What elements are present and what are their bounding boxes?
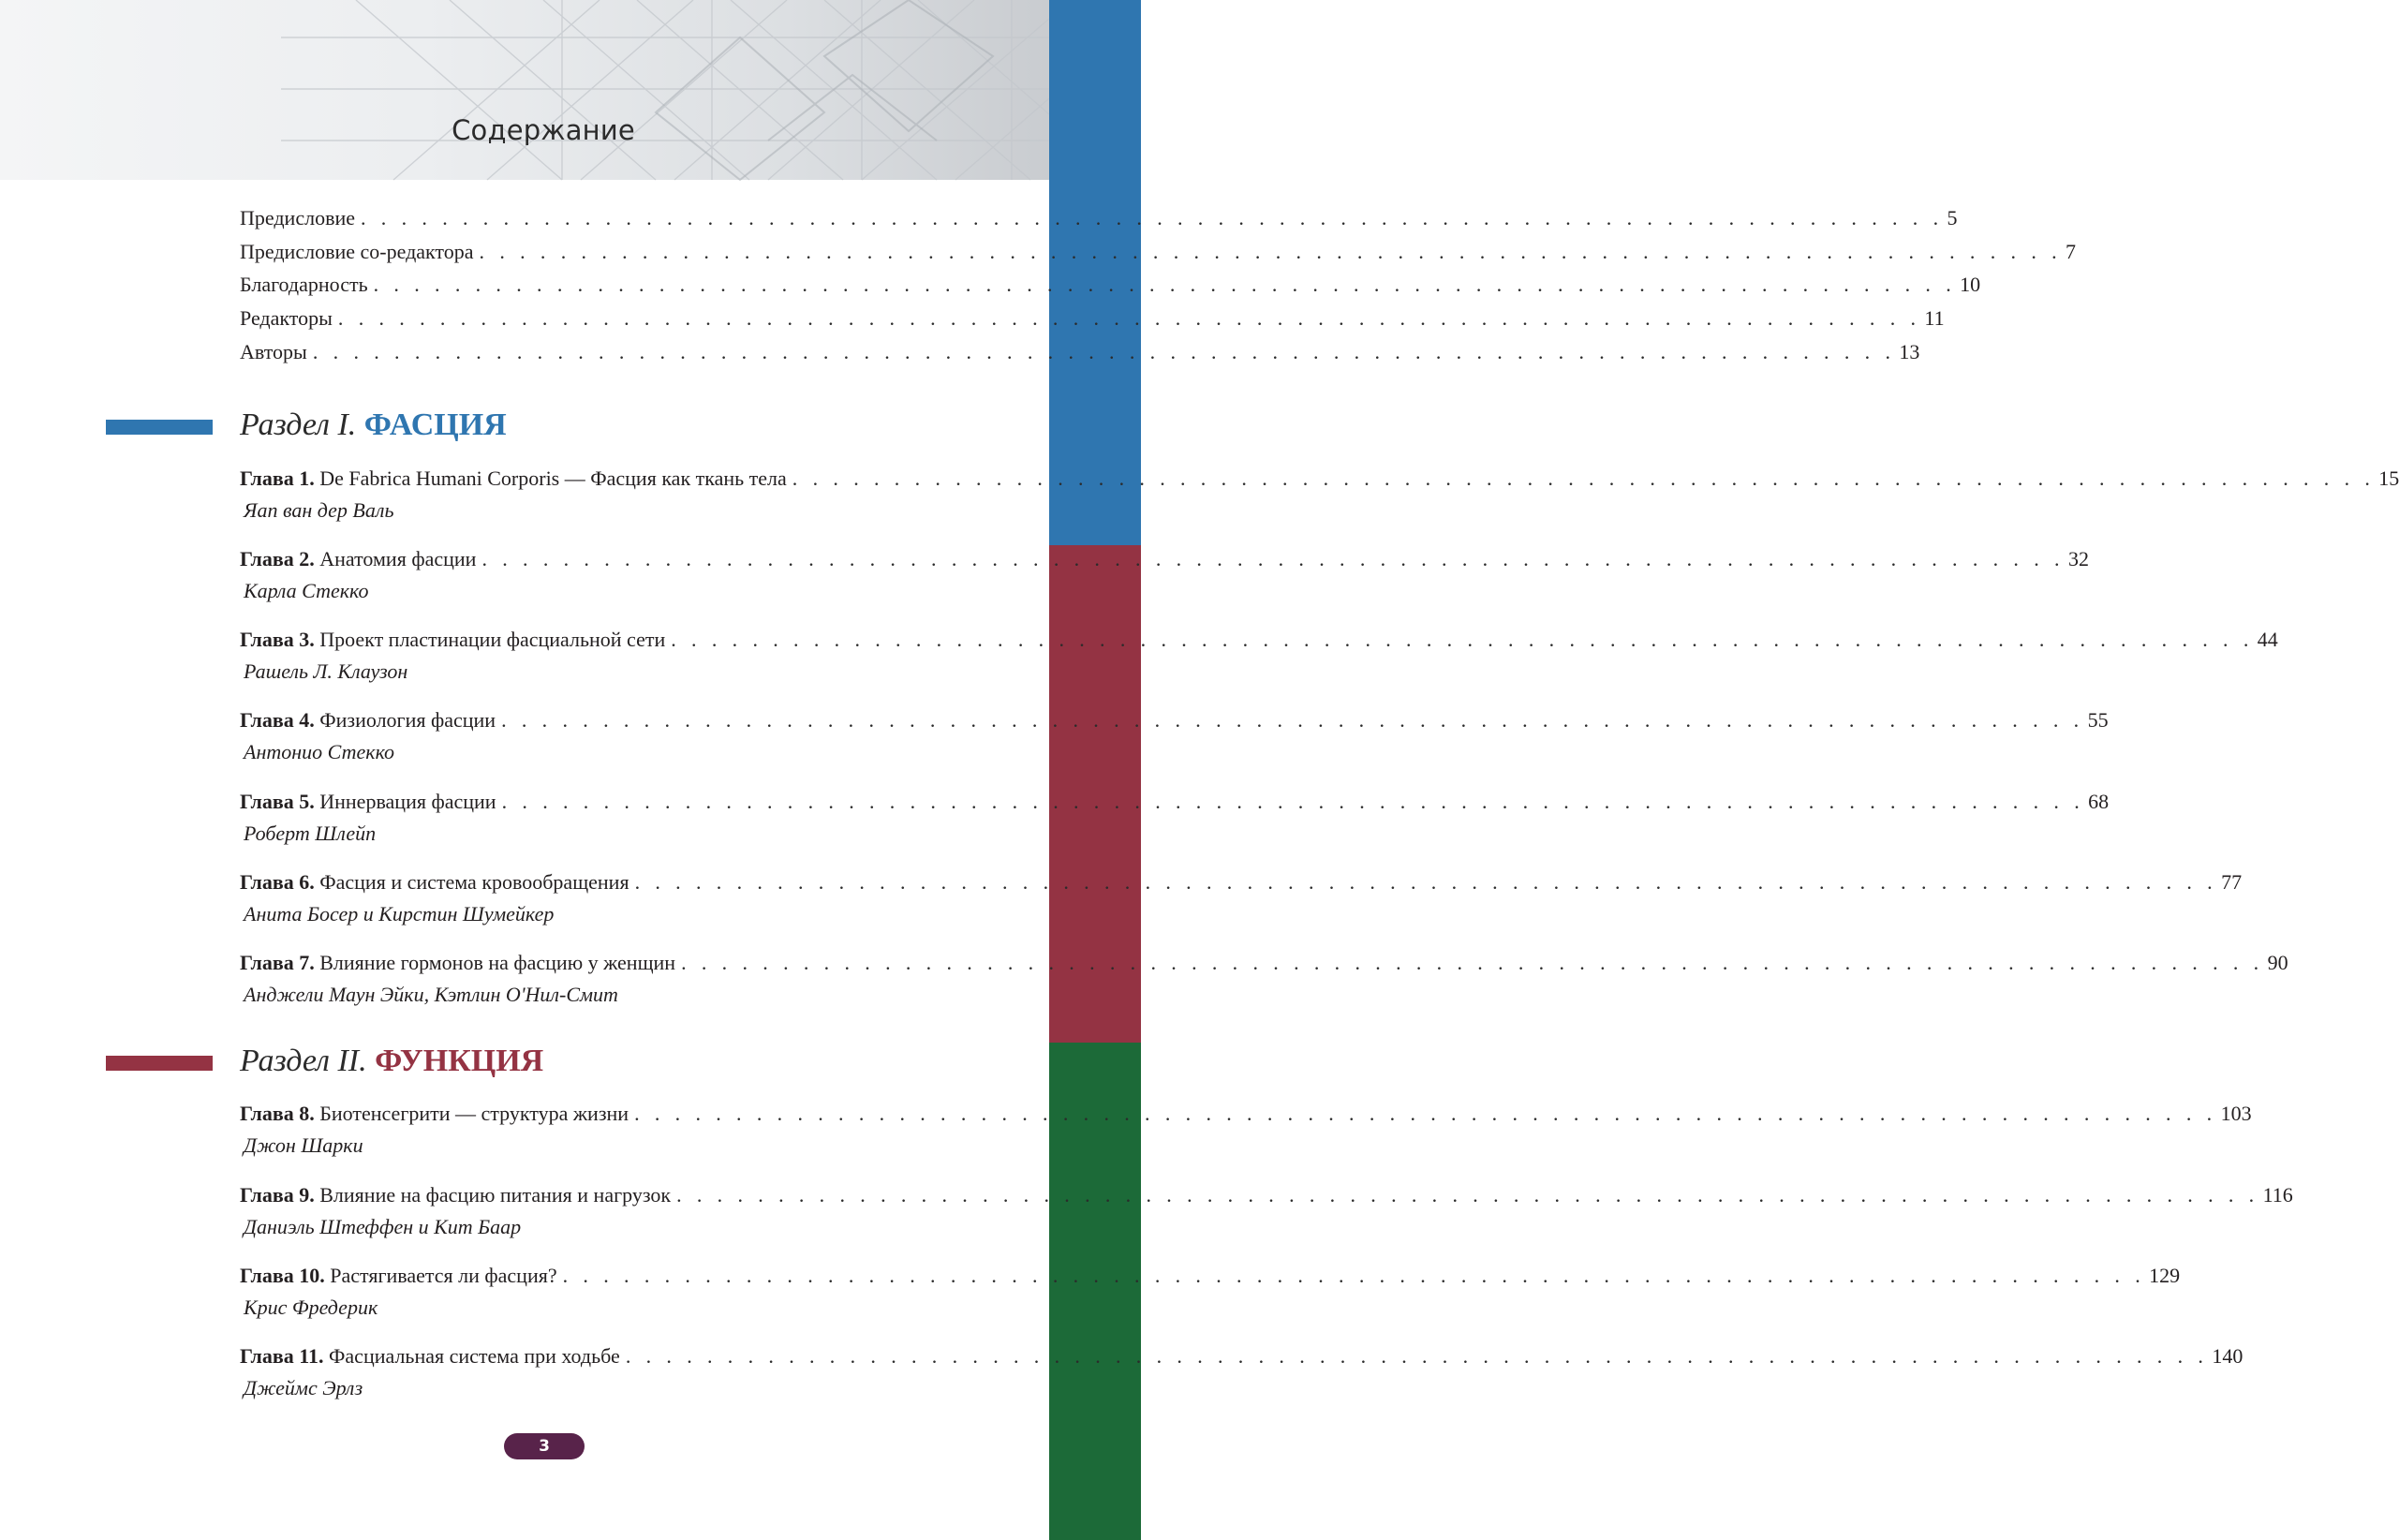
section-1-name: ФАСЦИЯ <box>363 407 507 442</box>
chapter-title: De Fabrica Humani Corporis — Фасция как ткань тела <box>319 466 787 490</box>
toc-entry <box>240 868 2243 896</box>
entry-title: Предисловие со-редактора <box>240 240 474 263</box>
entry-title <box>240 788 496 816</box>
dot-leader: . . . . . . . . . . . . . . . . . . . . . . . . . . . . . . . . . . . . . . . . . . . . . . . . . . . . . . . . . . . . . . . . . . . . . . . . . . . . . . <box>625 1344 2209 1368</box>
toc-entry <box>240 545 2089 573</box>
chapter-number: Глава 9. <box>240 1183 315 1207</box>
section-2-bar <box>106 1056 213 1071</box>
chapter-author: Роберт Шлейп <box>244 822 377 845</box>
chapter-author: Анджели Маун Эйки, Кэтлин О'Нил-Смит <box>244 983 618 1006</box>
entry-title <box>240 706 496 734</box>
dot-leader: . . . . . . . . . . . . . . . . . . . . . . . . . . . . . . . . . . . . . . . . . . . . . . . . . . . . . . . . . . . . . . . . . . . . . . . . . . . . . . <box>337 306 1921 330</box>
entry-title <box>240 1342 620 1370</box>
chapter-number: Глава 11. <box>240 1344 324 1368</box>
chapter-title: Фасция и система кровообращения <box>319 870 629 894</box>
dot-leader: . . . . . . . . . . . . . . . . . . . . . . . . . . . . . . . . . . . . . . . . . . . . . . . . . . . . . . . . . . . . . . . . . . . . . . . . . . . . . . <box>481 547 2065 570</box>
chapter-number: Глава 3. <box>240 628 315 651</box>
entry-page: 129 <box>2149 1264 2181 1287</box>
chapter-title: Проект пластинации фасциальной сети <box>319 628 666 651</box>
chapter-title: Физиология фасции <box>319 708 496 732</box>
dot-leader: . . . . . . . . . . . . . . . . . . . . . . . . . . . . . . . . . . . . . . . . . . . . . . . . . . . . . . . . . . . . . . . . . . . . . . . . . . . . . . <box>681 951 2264 974</box>
chapter-author: Антонио Стекко <box>244 740 395 763</box>
toc-entry <box>240 706 2109 734</box>
entry-page: 32 <box>2067 547 2089 570</box>
entry-page: 11 <box>1924 306 1945 330</box>
entry-page: 5 <box>1947 206 1958 230</box>
chapter-number: Глава 2. <box>240 547 315 570</box>
entry-title: Благодарность <box>240 273 368 296</box>
toc-entry <box>240 1100 2252 1128</box>
page-number-badge: 3 <box>504 1433 585 1459</box>
entry-title: Предисловие <box>240 206 355 230</box>
entry-page: 13 <box>1899 340 1920 363</box>
section-2-name: ФУНКЦИЯ <box>375 1044 544 1078</box>
chapter-number: Глава 5. <box>240 790 315 813</box>
entry-title <box>240 868 629 896</box>
entry-page: 15 <box>2378 466 2399 490</box>
toc-entry <box>240 1262 2181 1290</box>
chapter-author: Крис Фредерик <box>244 1296 378 1319</box>
chapter-number: Глава 6. <box>240 870 315 894</box>
geometric-pattern <box>0 0 1049 180</box>
chapter-number: Глава 7. <box>240 951 315 974</box>
section-1-prefix: Раздел I. <box>240 407 357 442</box>
chapter-author: Карла Стекко <box>244 579 369 602</box>
section-1-heading <box>240 407 507 444</box>
chapter-number: Глава 4. <box>240 708 315 732</box>
toc-entry <box>240 626 2278 654</box>
chapter-title: Анатомия фасции <box>319 547 477 570</box>
entry-page: 7 <box>2066 240 2077 263</box>
dot-leader: . . . . . . . . . . . . . . . . . . . . . . . . . . . . . . . . . . . . . . . . . . . . . . . . . . . . . . . . . . . . . . . . . . . . . . . . . . . . . . <box>671 628 2254 651</box>
chapter-title: Влияние на фасцию питания и нагрузок <box>319 1183 672 1207</box>
toc-entry <box>240 1342 2244 1370</box>
dot-leader: . . . . . . . . . . . . . . . . . . . . . . . . . . . . . . . . . . . . . . . . . . . . . . . . . . . . . . . . . . . . . . . . . . . . . . . . . . . . . . <box>501 790 2085 813</box>
toc-entry <box>240 238 2077 266</box>
toc-entry <box>240 949 2288 977</box>
entry-title <box>240 545 476 573</box>
page-title: Содержание <box>452 114 635 146</box>
chapter-author: Рашель Л. Клаузон <box>244 659 408 683</box>
chapter-number: Глава 8. <box>240 1102 315 1125</box>
chapter-title: Влияние гормонов на фасцию у женщин <box>319 951 676 974</box>
entry-page: 55 <box>2087 708 2109 732</box>
chapter-title: Растягивается ли фасция? <box>330 1264 557 1287</box>
entry-page: 103 <box>2220 1102 2252 1125</box>
chapter-title: Биотенсегрити — структура жизни <box>319 1102 629 1125</box>
chapter-author: Даниэль Штеффен и Кит Баар <box>244 1215 522 1238</box>
section-2-prefix: Раздел II. <box>240 1044 367 1078</box>
toc-entry <box>240 204 1958 232</box>
dot-leader: . . . . . . . . . . . . . . . . . . . . . . . . . . . . . . . . . . . . . . . . . . . . . . . . . . . . . . . . . . . . . . . . . . . . . . . . . . . . . . <box>501 708 2084 732</box>
entry-page: 116 <box>2262 1183 2293 1207</box>
toc-entry <box>240 1181 2293 1209</box>
entry-page: 10 <box>1960 273 1981 296</box>
chapter-author: Джеймс Эрлз <box>244 1376 363 1399</box>
entry-page: 44 <box>2257 628 2278 651</box>
section-2-heading <box>240 1043 543 1080</box>
entry-page: 90 <box>2267 951 2288 974</box>
dot-leader: . . . . . . . . . . . . . . . . . . . . . . . . . . . . . . . . . . . . . . . . . . . . . . . . . . . . . . . . . . . . . . . . . . . . . . . . . . . . . . <box>634 1102 2217 1125</box>
entry-title: Редакторы <box>240 306 333 330</box>
chapter-author: Яап ван дер Валь <box>244 498 394 522</box>
entry-page: 68 <box>2088 790 2110 813</box>
chapter-number: Глава 10. <box>240 1264 325 1287</box>
entry-page: 77 <box>2221 870 2243 894</box>
dot-leader: . . . . . . . . . . . . . . . . . . . . . . . . . . . . . . . . . . . . . . . . . . . . . . . . . . . . . . . . . . . . . . . . . . . . . . . . . . . . . . <box>373 273 1957 296</box>
chapter-title: Иннервация фасции <box>319 790 496 813</box>
dot-leader: . . . . . . . . . . . . . . . . . . . . . . . . . . . . . . . . . . . . . . . . . . . . . . . . . . . . . . . . . . . . . . . . . . . . . . . . . . . . . . <box>312 340 1896 363</box>
chapter-title: Фасциальная система при ходьбе <box>329 1344 620 1368</box>
chapter-author: Анита Босер и Кирстин Шумейкер <box>244 902 555 925</box>
entry-title <box>240 626 665 654</box>
chapter-author: Джон Шарки <box>244 1133 363 1157</box>
toc-entry <box>240 338 1920 366</box>
toc-entry <box>240 788 2110 816</box>
entry-page: 140 <box>2212 1344 2244 1368</box>
toc-entry <box>240 304 1945 333</box>
chapter-number: Глава 1. <box>240 466 315 490</box>
toc-entry <box>240 465 2399 493</box>
entry-title: Авторы <box>240 340 307 363</box>
entry-title <box>240 1181 671 1209</box>
dot-leader: . . . . . . . . . . . . . . . . . . . . . . . . . . . . . . . . . . . . . . . . . . . . . . . . . . . . . . . . . . . . . . . . . . . . . . . . . . . . . . <box>562 1264 2146 1287</box>
entry-title <box>240 465 787 493</box>
dot-leader: . . . . . . . . . . . . . . . . . . . . . . . . . . . . . . . . . . . . . . . . . . . . . . . . . . . . . . . . . . . . . . . . . . . . . . . . . . . . . . <box>479 240 2063 263</box>
entry-title <box>240 949 675 977</box>
dot-leader: . . . . . . . . . . . . . . . . . . . . . . . . . . . . . . . . . . . . . . . . . . . . . . . . . . . . . . . . . . . . . . . . . . . . . . . . . . . . . . <box>792 466 2376 490</box>
dot-leader: . . . . . . . . . . . . . . . . . . . . . . . . . . . . . . . . . . . . . . . . . . . . . . . . . . . . . . . . . . . . . . . . . . . . . . . . . . . . . . <box>361 206 1944 230</box>
dot-leader: . . . . . . . . . . . . . . . . . . . . . . . . . . . . . . . . . . . . . . . . . . . . . . . . . . . . . . . . . . . . . . . . . . . . . . . . . . . . . . <box>676 1183 2259 1207</box>
entry-title <box>240 1262 557 1290</box>
header-band <box>0 0 1049 180</box>
toc-entry <box>240 271 1981 299</box>
section-1-bar <box>106 420 213 435</box>
dot-leader: . . . . . . . . . . . . . . . . . . . . . . . . . . . . . . . . . . . . . . . . . . . . . . . . . . . . . . . . . . . . . . . . . . . . . . . . . . . . . . <box>634 870 2218 894</box>
entry-title <box>240 1100 629 1128</box>
